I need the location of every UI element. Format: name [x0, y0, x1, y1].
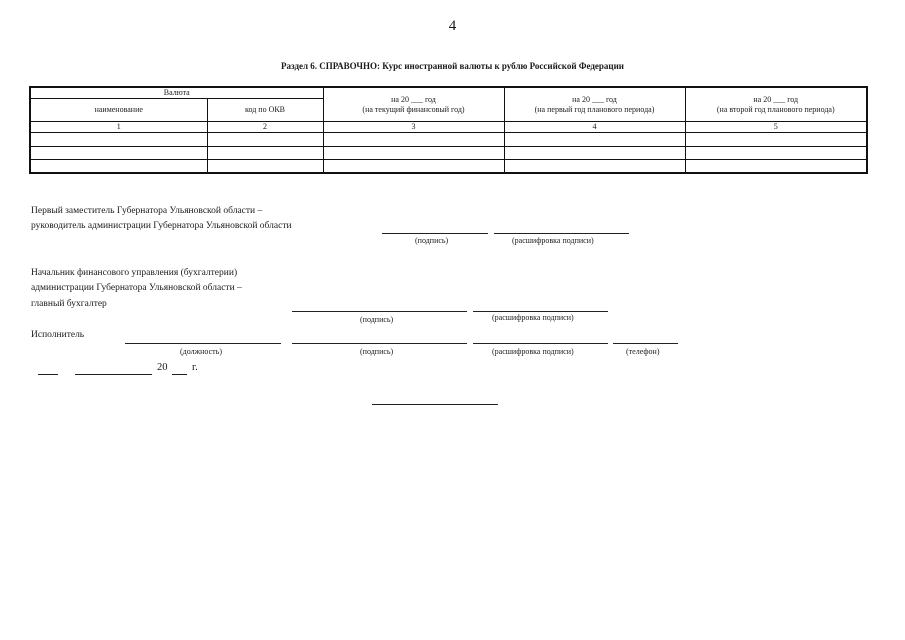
executor-position-caption: (должность) — [180, 347, 222, 356]
date-year-suffix: г. — [192, 362, 198, 373]
header-currency: Валюта — [30, 87, 323, 99]
col-number-2: 2 — [207, 122, 323, 133]
chief-decoding-line[interactable] — [473, 311, 608, 312]
deputy-title-line2: руководитель администрации Губернатора Ульяновской области — [31, 221, 292, 231]
chief-decoding-caption: (расшифровка подписи) — [492, 313, 574, 322]
chief-signature-line[interactable] — [292, 311, 467, 312]
header-col3-year: на 20 ___ год — [391, 94, 436, 104]
header-col5-desc: (на второй год планового периода) — [716, 104, 835, 114]
deputy-title-line1: Первый заместитель Губернатора Ульяновской области – — [31, 206, 263, 216]
header-col4 — [504, 87, 685, 122]
chief-title-line1: Начальник финансового управления (бухгалтерии) — [31, 268, 238, 278]
page-number: 4 — [448, 18, 457, 34]
col-number-5: 5 — [685, 122, 867, 133]
section-title: Раздел 6. СПРАВОЧНО: Курс иностранной валюты к рублю Российской Федерации — [281, 61, 624, 71]
header-name: наименование — [30, 99, 207, 122]
header-col5 — [685, 87, 867, 122]
table-row — [30, 133, 867, 147]
deputy-signature-caption: (подпись) — [415, 236, 449, 245]
chief-title-line2: администрации Губернатора Ульяновской области – — [31, 283, 242, 293]
executor-signature-line[interactable] — [292, 343, 467, 344]
executor-signature-caption: (подпись) — [360, 347, 394, 356]
col-number-4: 4 — [504, 122, 685, 133]
chief-title-line3: главный бухгалтер — [31, 299, 107, 309]
separator-line — [372, 404, 498, 405]
header-col3-desc: (на текущий финансовый год) — [362, 104, 465, 114]
deputy-decoding-caption: (расшифровка подписи) — [512, 236, 594, 245]
executor-phone-line[interactable] — [613, 343, 678, 344]
executor-label: Исполнитель — [31, 330, 85, 340]
date-year-prefix: 20 — [157, 362, 168, 373]
header-col4-year: на 20 ___ год — [572, 94, 617, 104]
chief-signature-caption: (подпись) — [360, 315, 394, 324]
executor-position-line[interactable] — [125, 343, 281, 344]
header-col5-year: на 20 ___ год — [753, 94, 799, 104]
col-number-3: 3 — [323, 122, 504, 133]
table-row — [30, 147, 867, 160]
date-month-line[interactable] — [75, 374, 152, 375]
header-code: код по ОКВ — [207, 99, 323, 122]
col-number-1: 1 — [30, 122, 207, 133]
deputy-signature-line[interactable] — [382, 233, 488, 234]
executor-decoding-caption: (расшифровка подписи) — [492, 347, 574, 356]
executor-phone-caption: (телефон) — [626, 347, 660, 356]
table-row — [30, 160, 867, 173]
date-year-line[interactable] — [172, 374, 187, 375]
header-col4-desc: (на первый год планового периода) — [534, 104, 655, 114]
header-col3 — [323, 87, 504, 122]
date-day-line[interactable] — [38, 374, 58, 375]
currency-rate-table — [29, 86, 868, 174]
executor-decoding-line[interactable] — [473, 343, 608, 344]
deputy-decoding-line[interactable] — [494, 233, 629, 234]
